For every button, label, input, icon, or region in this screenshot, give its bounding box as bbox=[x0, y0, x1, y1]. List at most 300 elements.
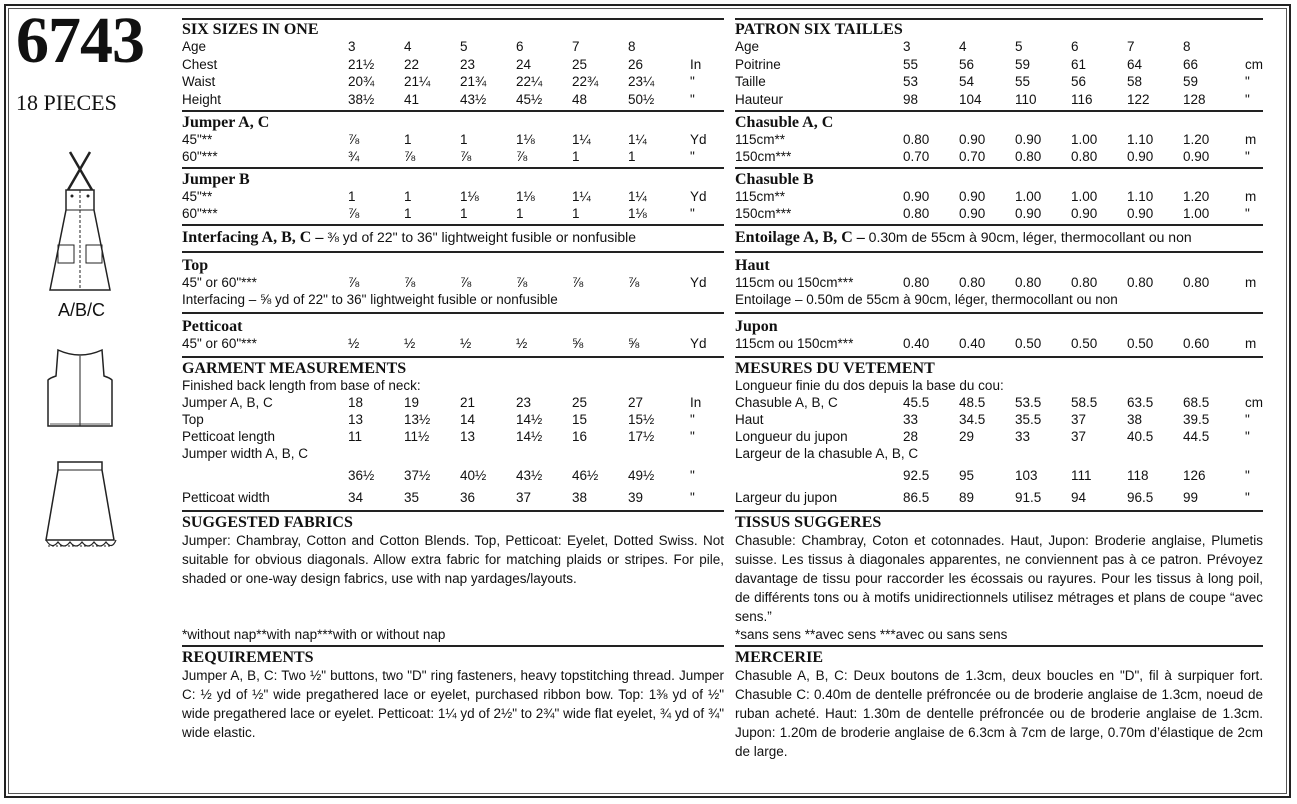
yardage-row-value: ⅞ bbox=[348, 206, 360, 221]
yardage-row-unit: " bbox=[690, 149, 695, 164]
yardage-row-value: ⅞ bbox=[572, 275, 584, 290]
garment-subtitle: Longueur finie du dos depuis la base du cou: bbox=[735, 378, 1004, 393]
size-row-value: 25 bbox=[572, 56, 588, 72]
size-row-value: 64 bbox=[1127, 56, 1143, 72]
yardage-row-value: 1⅛ bbox=[460, 189, 479, 204]
yardage-row-value: ⅝ bbox=[572, 336, 584, 351]
yardage-row-value: 1.00 bbox=[1071, 189, 1098, 204]
requirements-section bbox=[735, 645, 1263, 763]
measure-row-value: 36 bbox=[460, 490, 476, 505]
yardage-row-unit: m bbox=[1245, 336, 1257, 351]
yardage-row-label: 115cm ou 150cm*** bbox=[735, 336, 854, 351]
yardage-row-label: 45" or 60"*** bbox=[182, 336, 257, 351]
size-row-value: 45½ bbox=[516, 91, 543, 107]
size-row-value: 38½ bbox=[348, 91, 375, 107]
measure-row-value: 68.5 bbox=[1183, 395, 1210, 410]
yardage-row-value: ½ bbox=[404, 336, 416, 351]
yardage-row-label: 115cm** bbox=[735, 189, 786, 204]
yardage-row-value: 0.80 bbox=[1127, 275, 1154, 290]
measure-row-value: 18 bbox=[348, 395, 364, 410]
petticoat-section bbox=[735, 312, 1263, 356]
measure-row-value: 103 bbox=[1015, 468, 1038, 483]
yardage-row-value: 1 bbox=[404, 132, 412, 147]
yardage-row bbox=[735, 274, 1263, 291]
size-row-value: 3 bbox=[348, 39, 356, 54]
top-title: Top bbox=[182, 257, 209, 274]
size-row-value: 5 bbox=[460, 39, 468, 54]
yardage-row-label: 60"*** bbox=[182, 206, 218, 221]
yardage-row bbox=[182, 188, 724, 205]
measure-row-value: 36½ bbox=[348, 468, 375, 483]
jumper-illustration bbox=[40, 150, 120, 295]
yardage-row-value: 1 bbox=[460, 132, 468, 147]
measure-row-unit: cm bbox=[1245, 395, 1263, 410]
interfacing-section bbox=[182, 224, 724, 251]
size-row-value: 23 bbox=[460, 56, 476, 72]
measure-row-value: 58.5 bbox=[1071, 395, 1098, 410]
size-row-unit: " bbox=[1245, 74, 1250, 89]
french-column bbox=[735, 18, 1263, 790]
interfacing-line bbox=[182, 229, 724, 246]
yardage-row-value: 1.10 bbox=[1127, 132, 1154, 147]
measure-row-value: 43½ bbox=[516, 468, 543, 483]
yardage-row-value: 1¼ bbox=[628, 189, 647, 204]
measure-row-value: 13 bbox=[460, 429, 476, 444]
measure-row-value: 28 bbox=[903, 429, 919, 444]
yardage-row-value: 0.90 bbox=[959, 189, 986, 204]
garment-subtitle: Finished back length from base of neck: bbox=[182, 378, 421, 393]
yardage-row-value: 0.90 bbox=[959, 132, 986, 147]
size-row-value: 128 bbox=[1183, 91, 1206, 107]
measure-row-value: 45.5 bbox=[903, 395, 930, 410]
size-row-value: 59 bbox=[1015, 56, 1031, 72]
yardage-row-value: 0.80 bbox=[903, 275, 930, 290]
measure-row-value: 37 bbox=[1071, 429, 1087, 444]
interfacing-section bbox=[735, 224, 1263, 251]
size-row bbox=[735, 38, 1263, 56]
yardage-row-value: ¾ bbox=[348, 149, 360, 164]
yardage-row-label: 115cm** bbox=[735, 132, 786, 147]
measure-row-label: Chasuble A, B, C bbox=[735, 395, 838, 410]
yardage-row bbox=[735, 188, 1263, 205]
width-label: Jumper width A, B, C bbox=[182, 446, 309, 461]
yardage-row-unit: " bbox=[690, 206, 695, 221]
interfacing-title: Interfacing A, B, C – bbox=[182, 229, 324, 246]
measure-row bbox=[735, 467, 1263, 484]
sizes-section bbox=[182, 18, 724, 110]
size-row-label: Age bbox=[182, 39, 207, 54]
jumper-b-title: Chasuble B bbox=[735, 171, 814, 188]
measure-row-value: 15½ bbox=[628, 412, 655, 427]
yardage-row bbox=[735, 205, 1263, 222]
size-row-unit: In bbox=[690, 56, 702, 72]
measure-row-value: 35.5 bbox=[1015, 412, 1042, 427]
measure-row bbox=[735, 394, 1263, 411]
yardage-row-value: 1⅛ bbox=[516, 189, 535, 204]
size-row-value: 110 bbox=[1015, 91, 1037, 107]
yardage-row-value: 1 bbox=[516, 206, 524, 221]
sizes-title: PATRON SIX TAILLES bbox=[735, 21, 903, 38]
interfacing-text: 0.30m de 55cm à 90cm, léger, thermocollant ou non bbox=[864, 229, 1192, 245]
measure-row-value: 89 bbox=[959, 490, 975, 505]
top-section bbox=[735, 251, 1263, 312]
yardage-row-value: 1¼ bbox=[572, 189, 591, 204]
size-row-value: 56 bbox=[959, 56, 975, 72]
garment-section bbox=[735, 356, 1263, 510]
fabrics-text: Jumper: Chambray, Cotton and Cotton Blends. Top, Petticoat: Eyelet, Dotted Swiss. Not suitable for obvious diagonals. Allow extra fabric for matching plaids or stripes. For pile, shaded or one-way design fabrics, use with nap yardages/layouts. bbox=[182, 533, 724, 586]
yardage-row-unit: Yd bbox=[690, 336, 707, 351]
interfacing-title: Entoilage A, B, C – bbox=[735, 229, 865, 246]
measure-row-value: 46½ bbox=[572, 468, 599, 483]
size-row-value: 6 bbox=[516, 39, 524, 54]
measure-row bbox=[182, 411, 724, 428]
yardage-row-unit: " bbox=[1245, 149, 1250, 164]
yardage-row-value: 0.50 bbox=[1071, 336, 1098, 351]
measure-row-label: Longueur du jupon bbox=[735, 429, 848, 444]
yardage-row-value: 0.90 bbox=[1127, 206, 1154, 221]
measure-row-value: 11½ bbox=[404, 429, 430, 444]
nap-note: *without nap**with nap***with or without nap bbox=[182, 627, 446, 642]
yardage-row-value: ½ bbox=[516, 336, 528, 351]
yardage-row-value: ⅝ bbox=[628, 336, 640, 351]
size-row-value: 6 bbox=[1071, 39, 1079, 54]
measure-row-value: 95 bbox=[959, 468, 975, 483]
yardage-row bbox=[182, 148, 724, 165]
petticoat-section bbox=[182, 312, 724, 356]
yardage-row-value: 1 bbox=[404, 189, 412, 204]
views-label: A/B/C bbox=[58, 300, 106, 320]
size-row-value: 22¼ bbox=[516, 74, 543, 89]
size-row-value: 55 bbox=[1015, 74, 1031, 89]
size-row-value: 7 bbox=[572, 39, 580, 54]
measure-row-unit: " bbox=[1245, 490, 1250, 505]
measure-row-unit: " bbox=[690, 412, 695, 427]
yardage-row bbox=[735, 148, 1263, 165]
size-row-value: 53 bbox=[903, 74, 919, 89]
yardage-row-value: 1⅛ bbox=[516, 132, 535, 147]
yardage-row-label: 115cm ou 150cm*** bbox=[735, 275, 854, 290]
yardage-row-value: ⅞ bbox=[460, 275, 472, 290]
yardage-row-value: 0.40 bbox=[903, 336, 930, 351]
yardage-row-value: 1 bbox=[572, 206, 580, 221]
size-row-value: 21¾ bbox=[460, 74, 487, 89]
garment-section bbox=[182, 356, 724, 510]
jumper_b-section bbox=[735, 167, 1263, 224]
yardage-row bbox=[735, 335, 1263, 352]
size-row-value: 50½ bbox=[628, 91, 655, 107]
yardage-row bbox=[182, 274, 724, 291]
yardage-row-unit: Yd bbox=[690, 275, 707, 290]
measure-row-unit: " bbox=[1245, 412, 1250, 427]
measure-row-value: 48.5 bbox=[959, 395, 986, 410]
size-row-label: Chest bbox=[182, 56, 218, 72]
measure-row-value: 111 bbox=[1071, 468, 1092, 483]
jumper-b-title: Jumper B bbox=[182, 171, 250, 188]
requirements-text: Jumper A, B, C: Two ½" buttons, two "D" ring fasteners, heavy topstitching thread. Jumper C: ½ yd of ½" wide pregathered lace or eyelet, purchased ribbon bow. Top: 1⅜ yd of ½" wide pregathered lace or eyelet. Petticoat: 1¼ yd of 2½" to 2¾" wide flat eyelet, ¾ yd of ¾" wide elastic. bbox=[182, 668, 724, 740]
size-row-value: 55 bbox=[903, 56, 919, 72]
size-row-label: Age bbox=[735, 39, 760, 54]
yardage-row-unit: m bbox=[1245, 275, 1257, 290]
measure-row-value: 27 bbox=[628, 395, 644, 410]
measure-row-unit: " bbox=[690, 468, 695, 483]
size-row-value: 22¾ bbox=[572, 74, 599, 89]
measure-row-label: Largeur du jupon bbox=[735, 490, 838, 505]
yardage-row-value: 0.50 bbox=[1127, 336, 1154, 351]
measure-row-value: 34 bbox=[348, 490, 364, 505]
yardage-row-value: 1 bbox=[628, 149, 636, 164]
measure-row-value: 21 bbox=[460, 395, 476, 410]
measure-row-value: 99 bbox=[1183, 490, 1199, 505]
measure-row-value: 38 bbox=[572, 490, 588, 505]
size-row-label: Taille bbox=[735, 74, 766, 89]
yardage-row-value: 1.20 bbox=[1183, 132, 1210, 147]
yardage-row-value: 0.90 bbox=[1015, 206, 1042, 221]
english-column bbox=[182, 18, 724, 790]
yardage-row-value: 1.10 bbox=[1127, 189, 1154, 204]
top-note: Interfacing – ⅝ yd of 22" to 36" lightweight fusible or nonfusible bbox=[182, 292, 558, 307]
garment-title: GARMENT MEASUREMENTS bbox=[182, 360, 407, 377]
fabrics-section bbox=[735, 510, 1263, 645]
pattern-number: 6743 bbox=[16, 4, 144, 77]
yardage-row-value: 0.90 bbox=[1127, 149, 1154, 164]
fabrics-section bbox=[182, 510, 724, 645]
size-row-value: 98 bbox=[903, 91, 919, 107]
jumper_ac-section bbox=[182, 110, 724, 167]
measure-row-value: 14 bbox=[460, 412, 476, 427]
size-row-value: 24 bbox=[516, 56, 532, 72]
requirements-text: Chasuble A, B, C: Deux boutons de 1.3cm, deux boucles en "D", fil à surpiquer fort. Chasuble C: 0.40m de dentelle préfroncée ou de broderie anglaise de 1.3cm, noeud de ruban acheté. Haut: 1.30m de dentelle préfroncée ou de broderie anglaise de 1.3cm. Jupon: 1.20m de broderie anglaise de 6.3cm à 7cm de large, 0.70m d’élastique de 2cm de large. bbox=[735, 668, 1263, 759]
size-row-unit: " bbox=[1245, 91, 1250, 107]
petticoat-title: Jupon bbox=[735, 318, 778, 335]
size-row bbox=[735, 73, 1263, 91]
measure-row-value: 19 bbox=[404, 395, 420, 410]
width-label: Largeur de la chasuble A, B, C bbox=[735, 446, 919, 461]
yardage-row bbox=[182, 205, 724, 222]
measure-row-value: 25 bbox=[572, 395, 588, 410]
interfacing-text: ⅜ yd of 22" to 36" lightweight fusible or nonfusible bbox=[323, 229, 637, 245]
measure-row-value: 37½ bbox=[404, 468, 431, 483]
measure-row-value: 94 bbox=[1071, 490, 1087, 505]
size-row-value: 4 bbox=[959, 39, 967, 54]
size-row bbox=[735, 91, 1263, 109]
yardage-row-unit: Yd bbox=[690, 189, 707, 204]
top-title: Haut bbox=[735, 257, 770, 274]
measure-row-unit: " bbox=[690, 429, 695, 444]
size-row-value: 43½ bbox=[460, 91, 487, 107]
size-row-value: 59 bbox=[1183, 74, 1199, 89]
yardage-row-value: 0.90 bbox=[903, 189, 930, 204]
yardage-row-unit: " bbox=[1245, 206, 1250, 221]
size-row-value: 61 bbox=[1071, 56, 1087, 72]
measure-row-value: 23 bbox=[516, 395, 532, 410]
yardage-row-label: 45"** bbox=[182, 132, 213, 147]
measure-row-value: 86.5 bbox=[903, 490, 930, 505]
jumper-ac-title: Chasuble A, C bbox=[735, 114, 834, 131]
size-row-value: 23¼ bbox=[628, 74, 655, 89]
size-row-value: 7 bbox=[1127, 39, 1135, 54]
size-row-value: 21½ bbox=[348, 56, 375, 72]
yardage-row-value: 1 bbox=[348, 189, 356, 204]
size-row bbox=[182, 56, 724, 74]
size-row-value: 5 bbox=[1015, 39, 1023, 54]
yardage-row-value: ⅞ bbox=[348, 275, 360, 290]
yardage-row-value: 0.80 bbox=[1071, 275, 1098, 290]
fabrics-text: Chasuble: Chambray, Coton et cotonnades. Haut, Jupon: Broderie anglaise, Plumetis suisse. Les tissus à diagonales apparentes, ne conviennent pas à ce patron. Prévoyez davantage de tissu pour raccorder les écossais ou rayures. Pour les tissus à long poil, de différents tons ou à motifs unidirectionnels utilisez métrages et plans de coupe “avec sens.” bbox=[735, 533, 1263, 624]
size-row-value: 21¼ bbox=[404, 74, 431, 89]
yardage-row-value: 0.90 bbox=[959, 206, 986, 221]
size-row-value: 8 bbox=[628, 39, 636, 54]
measure-row bbox=[735, 428, 1263, 445]
size-row-value: 20¾ bbox=[348, 74, 375, 89]
yardage-row-value: 1 bbox=[404, 206, 412, 221]
measure-row-value: 15 bbox=[572, 412, 588, 427]
size-row-value: 54 bbox=[959, 74, 975, 89]
measure-row-value: 17½ bbox=[628, 429, 655, 444]
fabrics-title: TISSUS SUGGERES bbox=[735, 514, 882, 531]
jumper_ac-section bbox=[735, 110, 1263, 167]
measure-row-value: 39 bbox=[628, 490, 644, 505]
measure-row-value: 39.5 bbox=[1183, 412, 1210, 427]
size-row-label: Hauteur bbox=[735, 91, 784, 107]
measure-row-value: 44.5 bbox=[1183, 429, 1210, 444]
size-row-value: 48 bbox=[572, 91, 588, 107]
yardage-row-value: 0.80 bbox=[1071, 149, 1098, 164]
yardage-row-value: 1 bbox=[460, 206, 468, 221]
yardage-row bbox=[735, 131, 1263, 148]
measure-row-value: 91.5 bbox=[1015, 490, 1042, 505]
garment-title: MESURES DU VETEMENT bbox=[735, 360, 935, 377]
measure-row bbox=[182, 489, 724, 506]
interfacing-line bbox=[735, 229, 1263, 246]
yardage-row-value: 0.70 bbox=[903, 149, 930, 164]
measure-row-value: 126 bbox=[1183, 468, 1206, 483]
size-row-value: 116 bbox=[1071, 91, 1093, 107]
size-row-value: 56 bbox=[1071, 74, 1087, 89]
measure-row-value: 33 bbox=[1015, 429, 1031, 444]
jumper_b-section bbox=[182, 167, 724, 224]
yardage-row-value: ⅞ bbox=[516, 149, 528, 164]
measure-row-label: Petticoat width bbox=[182, 490, 270, 505]
measure-row-value: 33 bbox=[903, 412, 919, 427]
jumper-ac-title: Jumper A, C bbox=[182, 114, 270, 131]
measure-row-value: 92.5 bbox=[903, 468, 930, 483]
yardage-row-value: ⅞ bbox=[348, 132, 360, 147]
measure-row-label: Top bbox=[182, 412, 204, 427]
requirements-title: REQUIREMENTS bbox=[182, 649, 314, 666]
measure-row-value: 40½ bbox=[460, 468, 487, 483]
size-row-value: 41 bbox=[404, 91, 420, 107]
yardage-row-value: 0.80 bbox=[1015, 275, 1042, 290]
size-row-unit: cm bbox=[1245, 56, 1263, 72]
measure-row bbox=[182, 467, 724, 484]
yardage-row-value: ⅞ bbox=[460, 149, 472, 164]
top-note: Entoilage – 0.50m de 55cm à 90cm, léger, thermocollant ou non bbox=[735, 292, 1118, 307]
yardage-row-value: 0.90 bbox=[1015, 132, 1042, 147]
measure-row-value: 53.5 bbox=[1015, 395, 1042, 410]
fabrics-title: SUGGESTED FABRICS bbox=[182, 514, 353, 531]
top-section bbox=[182, 251, 724, 312]
measure-row-value: 14½ bbox=[516, 429, 543, 444]
yardage-row-value: ⅞ bbox=[404, 275, 416, 290]
requirements-section bbox=[182, 645, 724, 744]
measure-row-unit: " bbox=[1245, 468, 1250, 483]
yardage-row-value: 0.70 bbox=[959, 149, 986, 164]
yardage-row-value: 0.90 bbox=[1183, 149, 1210, 164]
yardage-row-value: 0.90 bbox=[1071, 206, 1098, 221]
sizes-title: SIX SIZES IN ONE bbox=[182, 21, 319, 38]
size-row-value: 8 bbox=[1183, 39, 1191, 54]
size-row-value: 58 bbox=[1127, 74, 1143, 89]
measure-row-value: 40.5 bbox=[1127, 429, 1154, 444]
size-row-value: 4 bbox=[404, 39, 412, 54]
measure-row-label: Jumper A, B, C bbox=[182, 395, 273, 410]
yardage-row-value: ⅞ bbox=[628, 275, 640, 290]
size-row-label: Height bbox=[182, 91, 222, 107]
measure-row-value: 96.5 bbox=[1127, 490, 1154, 505]
measure-row-unit: In bbox=[690, 395, 702, 410]
measure-row bbox=[735, 489, 1263, 506]
top-illustration bbox=[40, 346, 120, 431]
yardage-row-value: 1¼ bbox=[628, 132, 647, 147]
yardage-row-value: 0.50 bbox=[1015, 336, 1042, 351]
yardage-row-value: ⅞ bbox=[404, 149, 416, 164]
size-row-value: 104 bbox=[959, 91, 982, 107]
measure-row-value: 63.5 bbox=[1127, 395, 1154, 410]
yardage-row-label: 60"*** bbox=[182, 149, 218, 164]
size-row-unit: " bbox=[690, 74, 695, 89]
yardage-row-unit: m bbox=[1245, 189, 1257, 204]
yardage-row-value: 0.80 bbox=[959, 275, 986, 290]
size-row-label: Waist bbox=[182, 74, 216, 89]
measure-row bbox=[735, 411, 1263, 428]
sizes-section bbox=[735, 18, 1263, 110]
size-row-unit: " bbox=[690, 91, 695, 107]
yardage-row bbox=[182, 131, 724, 148]
yardage-row-value: 0.80 bbox=[1183, 275, 1210, 290]
size-row-value: 122 bbox=[1127, 91, 1150, 107]
measure-row-unit: " bbox=[690, 490, 695, 505]
requirements-title: MERCERIE bbox=[735, 649, 824, 666]
measure-row-value: 13 bbox=[348, 412, 364, 427]
yardage-row-value: 1.20 bbox=[1183, 189, 1210, 204]
size-row bbox=[735, 56, 1263, 74]
yardage-row bbox=[182, 335, 724, 352]
pieces-count: 18 PIECES bbox=[16, 90, 117, 115]
measure-row-label: Haut bbox=[735, 412, 764, 427]
yardage-row-unit: m bbox=[1245, 132, 1257, 147]
yardage-row-value: 1¼ bbox=[572, 132, 591, 147]
size-row-value: 22 bbox=[404, 56, 420, 72]
measure-row-value: 37 bbox=[1071, 412, 1087, 427]
measure-row-value: 49½ bbox=[628, 468, 655, 483]
measure-row-label: Petticoat length bbox=[182, 429, 276, 444]
nap-note: *sans sens **avec sens ***avec ou sans sens bbox=[735, 627, 1008, 642]
yardage-row-value: 1.00 bbox=[1183, 206, 1210, 221]
yardage-row-unit: Yd bbox=[690, 132, 707, 147]
measure-row-value: 16 bbox=[572, 429, 588, 444]
measure-row-value: 118 bbox=[1127, 468, 1149, 483]
measure-row bbox=[182, 428, 724, 445]
yardage-row-value: 1.00 bbox=[1015, 189, 1042, 204]
yardage-row-label: 150cm*** bbox=[735, 149, 792, 164]
measure-row bbox=[182, 394, 724, 411]
petticoat-illustration bbox=[40, 458, 120, 558]
yardage-row-value: 1⅛ bbox=[628, 206, 647, 221]
size-row bbox=[182, 91, 724, 109]
measure-row-value: 38 bbox=[1127, 412, 1143, 427]
size-row-label: Poitrine bbox=[735, 56, 781, 72]
yardage-row-value: 1 bbox=[572, 149, 580, 164]
